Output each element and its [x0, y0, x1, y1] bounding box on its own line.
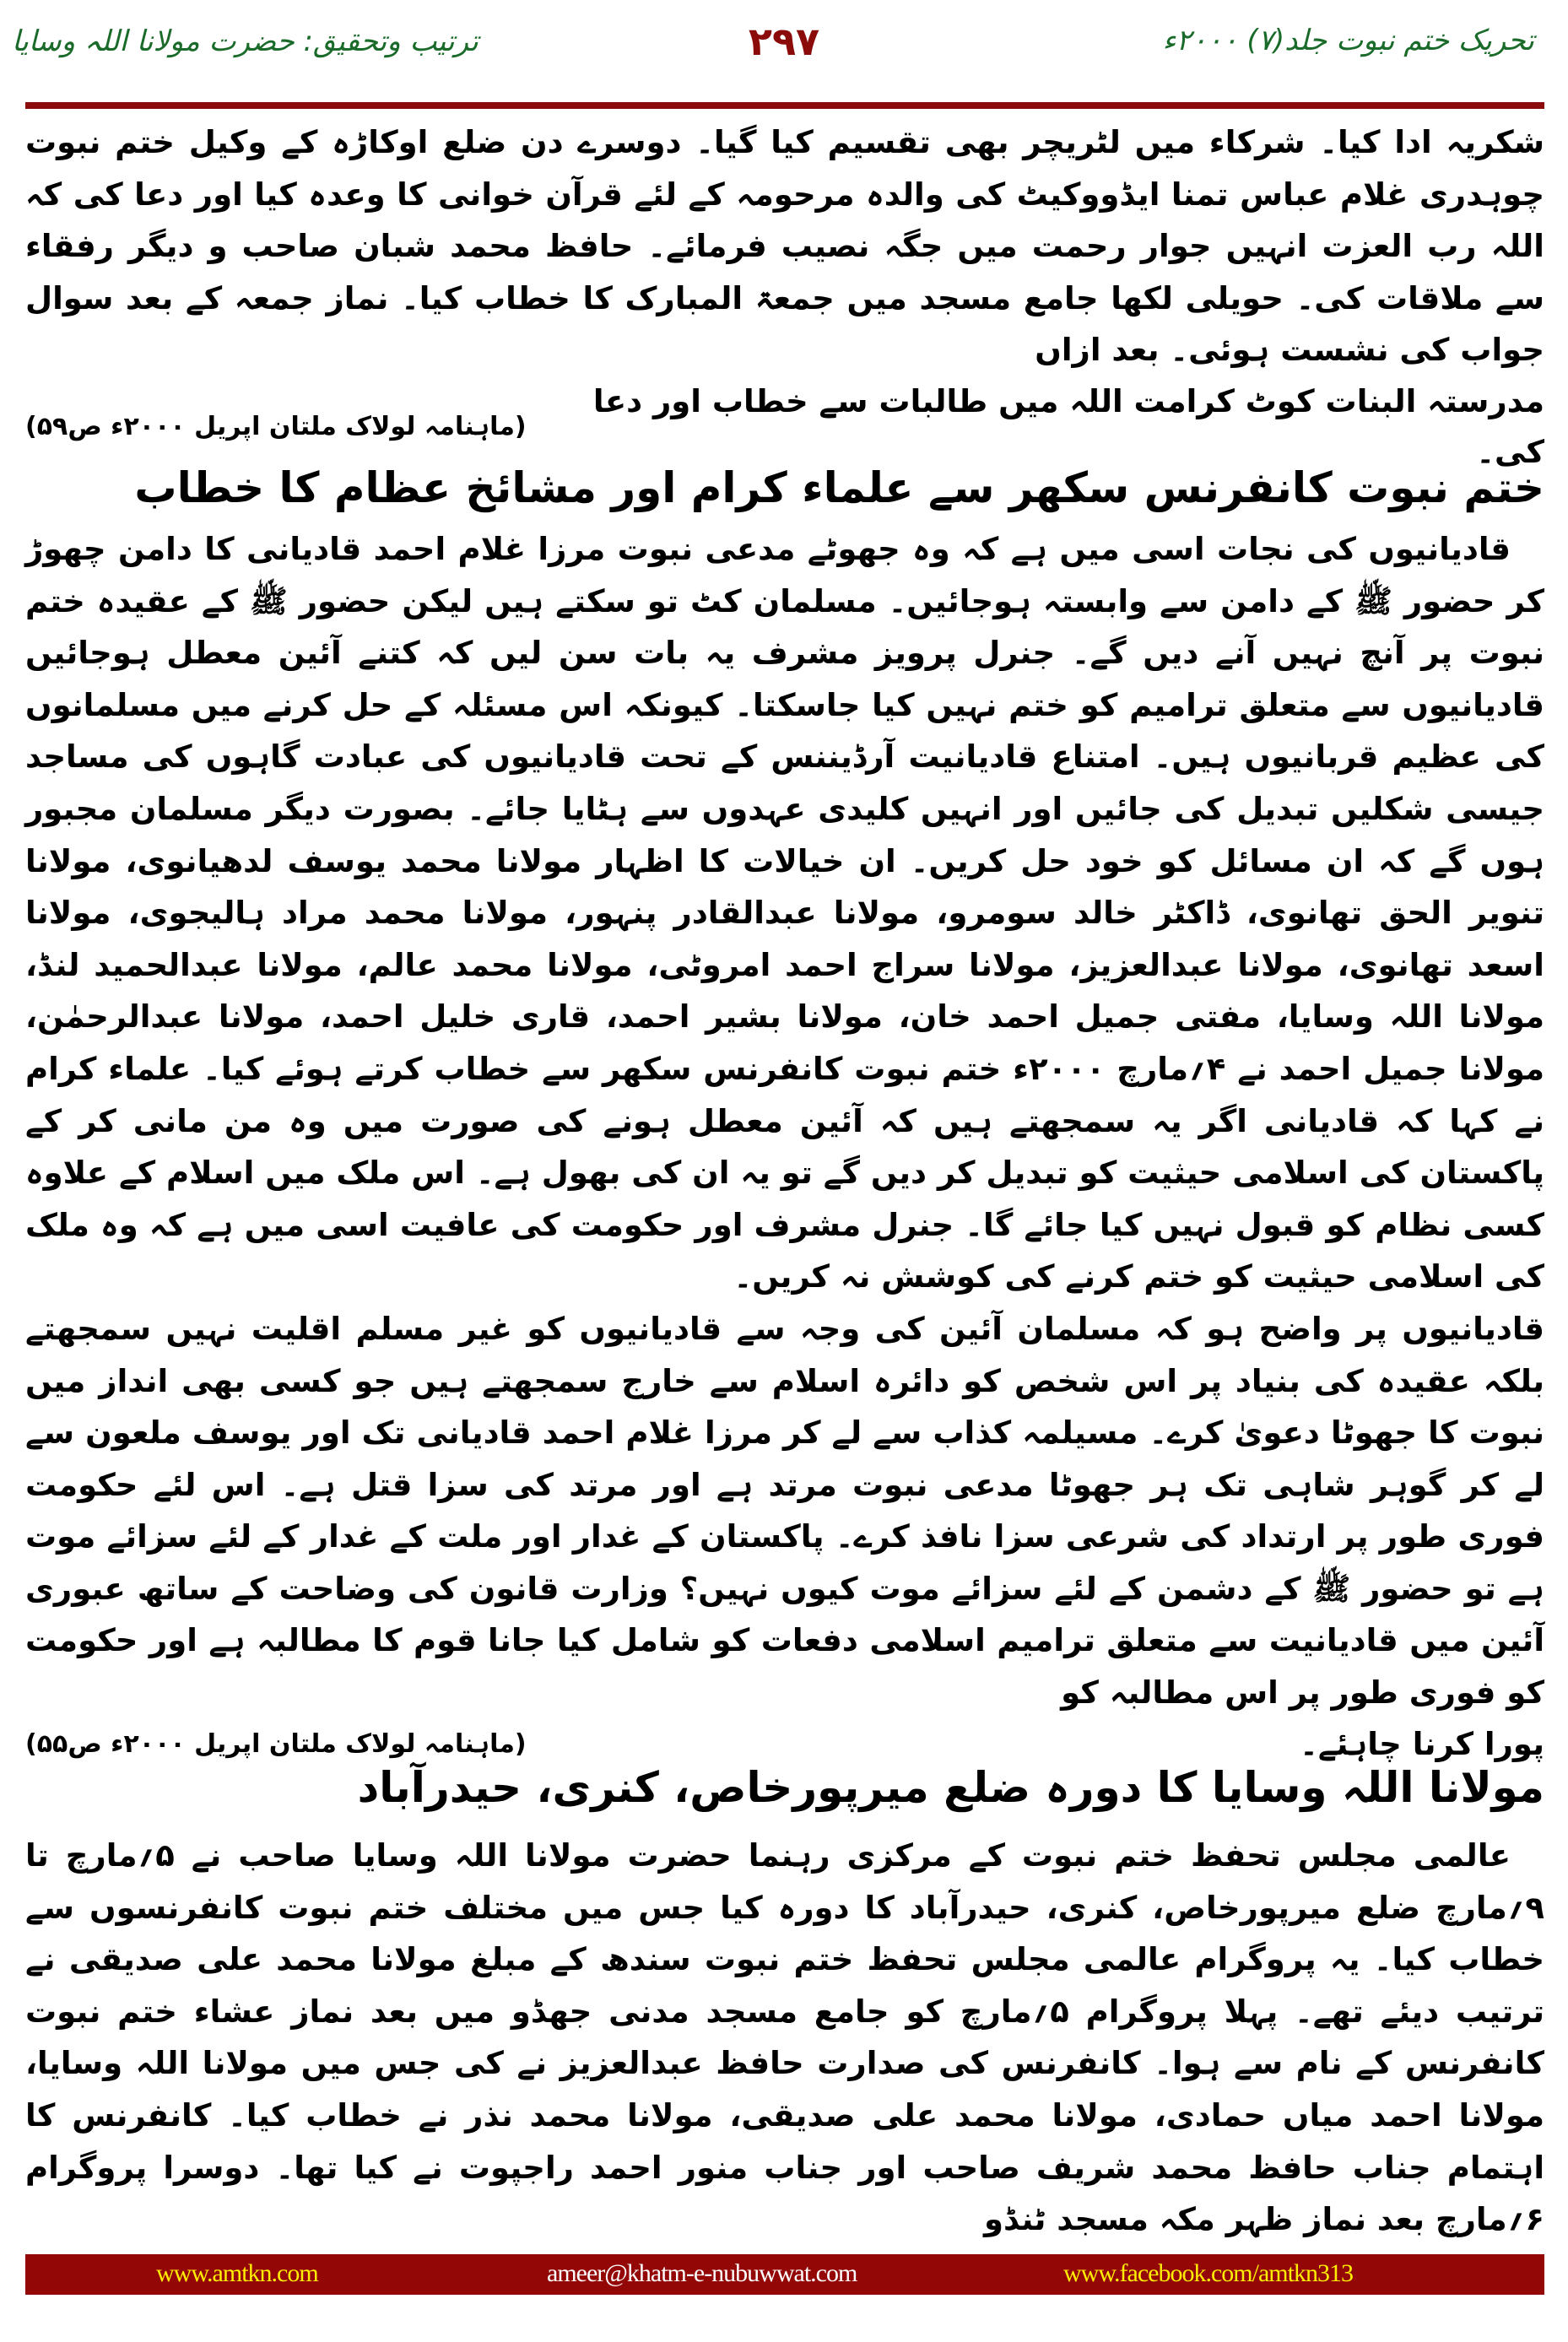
section-previous-report: [25, 116, 1544, 478]
email-link[interactable]: ameer@khatm-e-nubuwwat.com: [547, 2259, 857, 2287]
body-paragraph: قادیانیوں کی نجات اسی میں ہے کہ وہ جھوٹے مدعی نبوت مرزا غلام احمد قادیانی کا دامن چھوڑ کر حضور ﷺ کے دامن سے وابستہ ہوجائیں۔ مسلمان کٹ تو سکتے ہیں لیکن حضور ﷺ کے عقیدہ ختم نبوت پر آنچ نہیں آنے دیں گے۔ جنرل پرویز مشرف یہ بات سن لیں کہ کتنے آئین معطل ہوجائیں قادیانیوں سے متعلق ترامیم کو ختم نہیں کیا جاسکتا۔ کیونکہ اس مسئلہ کے حل کرنے میں مسلمانوں کی عظیم قربانیوں ہیں۔ امتناع قادیانیت آرڈیننس کے تحت قادیانیوں کی عبادت گاہوں کی مساجد جیسی شکلیں تبدیل کی جائیں اور انہیں کلیدی عہدوں سے ہٹایا جائے۔ بصورت دیگر مسلمان مجبور ہوں گے کہ ان مسائل کو خود حل کریں۔ ان خیالات کا اظہار مولانا محمد یوسف لدھیانوی، مولانا تنویر الحق تھانوی، ڈاکٹر خالد سومرو، مولانا عبدالقادر پنہور، مولانا محمد مراد ہالیجوی، مولانا اسعد تھانوی، مولانا عبدالعزیز، مولانا سراج احمد امروٹی، مولانا محمد عالم، مولانا عبدالحمید لنڈ، مولانا اللہ وسایا، مفتی جمیل احمد خان، مولانا بشیر احمد، قاری خلیل احمد، مولانا عبدالرحمٰن، مولانا جمیل احمد نے ۴؍مارچ ۲۰۰۰ء ختم نبوت کانفرنس سکھر سے خطاب کرتے ہوئے کیا۔ علماء کرام نے کہا کہ قادیانی اگر یہ سمجھتے ہیں کہ آئین معطل ہونے کی صورت میں وہ من مانی کر کے پاکستان کی اسلامی حیثیت کو تبدیل کر دیں گے تو یہ ان کی بھول ہے۔ اس ملک میں اسلام کے علاوہ کسی نظام کو قبول نہیں کیا جائے گا۔ جنرل مشرف اور حکومت کی عافیت اسی میں ہے کہ وہ ملک کی اسلامی حیثیت کو ختم کرنے کی کوشش نہ کریں۔: [25, 531, 1544, 1295]
body-paragraph: عالمی مجلس تحفظ ختم نبوت کے مرکزی رہنما حضرت مولانا اللہ وسایا صاحب نے ۵؍مارچ تا ۹؍مارچ ضلع میرپورخاص، کنری، حیدرآباد کا دورہ کیا جس میں مختلف ختم نبوت کانفرنسوں سے خطاب کیا۔ یہ پروگرام عالمی مجلس تحفظ ختم نبوت سندھ کے مبلغ مولانا محمد علی صدیقی نے ترتیب دیئے تھے۔ پہلا پروگرام ۵؍مارچ کو جامع مسجد مدنی جھڈو میں بعد نماز عشاء ختم نبوت کانفرنس کے نام سے ہوا۔ کانفرنس کی صدارت حافظ عبدالعزیز نے کی جس میں مولانا اللہ وسایا، مولانا احمد میاں حمادی، مولانا محمد علی صدیقی، مولانا محمد نذر نے خطاب کیا۔ کانفرنس کا اہتمام جناب حافظ محمد شریف صاحب اور جناب منور احمد راجپوت نے کیا تھا۔ دوسرا پروگرام ۶؍مارچ بعد نماز ظہر مکہ مسجد ٹنڈو: [25, 1837, 1544, 2238]
compiler-credit: ترتیب وتحقیق: حضرت مولانا اللہ وسایا: [12, 24, 479, 58]
section-sukkur-conference: [25, 523, 1544, 1770]
body-paragraph: قادیانیوں پر واضح ہو کہ مسلمان آئین کی وجہ سے قادیانیوں کو غیر مسلم اقلیت نہیں سمجھتے بلکہ عقیدہ کی بنیاد پر اس شخص کو دائرہ اسلام سے خارج سمجھتے ہیں جو کسی بھی انداز میں نبوت کا جھوٹا دعویٰ کرے۔ مسیلمہ کذاب سے لے کر مرزا غلام احمد قادیانی تک اور یوسف ملعون سے لے کر گوہر شاہی تک ہر جھوٹا مدعی نبوت مرتد ہے اور مرتد کی سزا قتل ہے۔ اس لئے حکومت فوری طور پر ارتداد کی شرعی سزا نافذ کرے۔ پاکستان کے غدار اور ملت کے غدار کے لئے سزائے موت ہے تو حضور ﷺ کے دشمن کے لئے سزائے موت کیوں نہیں؟ وزارت قانون کی وضاحت کے ساتھ عبوری آئین میں قادیانیت سے متعلق ترامیم اسلامی دفعات کو شامل کیا جانا قوم کا مطالبہ ہے اور حکومت کو فوری طور پر اس مطالبہ کو: [25, 1310, 1544, 1712]
header-divider: [25, 102, 1544, 109]
closing-line: مدرستہ البنات کوٹ کرامت اللہ میں طالبات سے خطاب اور دعا کی۔: [592, 382, 1544, 470]
book-title: تحریک ختم نبوت جلد(۷) ۲۰۰۰ء: [1162, 24, 1534, 57]
source-citation: (ماہنامہ لولاک ملتان اپریل ۲۰۰۰ء ص۵۵): [25, 1728, 527, 1759]
source-citation: (ماہنامہ لولاک ملتان اپریل ۲۰۰۰ء ص۵۹): [25, 411, 527, 441]
body-paragraph: شکریہ ادا کیا۔ شرکاء میں لٹریچر بھی تقسیم کیا گیا۔ دوسرے دن ضلع اوکاڑہ کے وکیل ختم نبوت چوہدری غلام عباس تمنا ایڈووکیٹ کی والدہ مرحومہ کے لئے قرآن خوانی کا وعدہ کیا اور دعا کی کہ اللہ رب العزت انہیں جوار رحمت میں جگہ نصیب فرمائے۔ حافظ محمد شبان صاحب و دیگر رفقاء سے ملاقات کی۔ حویلی لکھا جامع مسجد میں جمعۃ المبارک کا خطاب کیا۔ نماز جمعہ کے بعد سوال جواب کی نشست ہوئی۔ بعد ازاں: [25, 124, 1544, 369]
page-header: [0, 0, 1568, 110]
page-number: ۲۹۷: [748, 19, 820, 64]
website-link[interactable]: www.amtkn.com: [156, 2259, 318, 2287]
section-heading-sukkur: ختم نبوت کانفرنس سکھر سے علماء کرام اور مشائخ عظام کا خطاب: [134, 463, 1544, 512]
facebook-link[interactable]: www.facebook.com/amtkn313: [1063, 2259, 1353, 2287]
page-footer: [25, 2254, 1544, 2295]
closing-line: پورا کرنا چاہئے۔: [1300, 1725, 1544, 1762]
section-tour-report: [25, 1830, 1544, 2246]
section-heading-tour: مولانا اللہ وسایا کا دورہ ضلع میرپورخاص، کنری، حیدرآباد: [357, 1763, 1544, 1812]
